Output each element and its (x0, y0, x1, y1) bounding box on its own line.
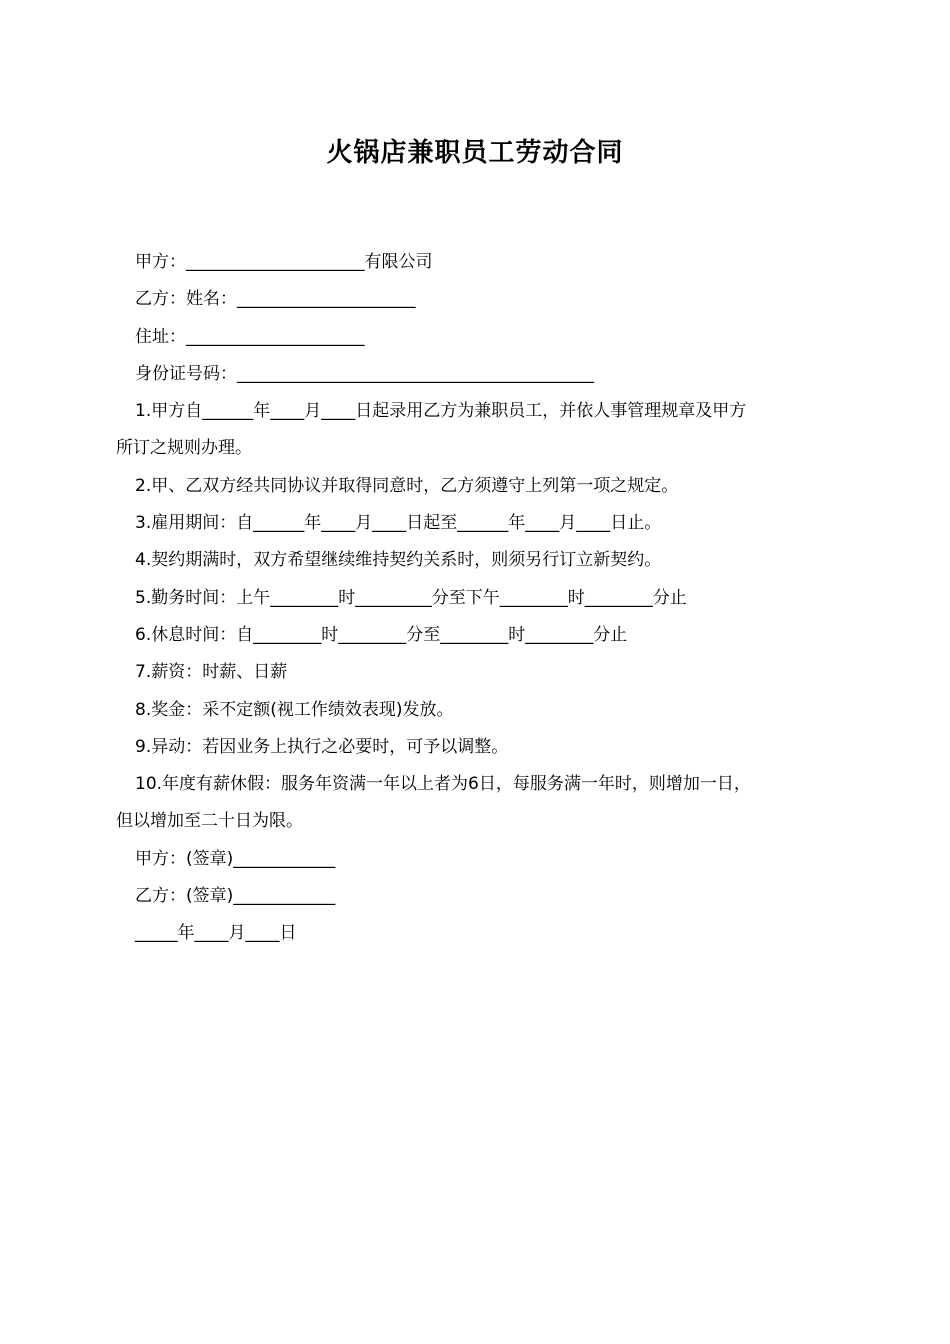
document-title: 火锅店兼职员工劳动合同 (326, 138, 624, 168)
contract-line: 乙方：姓名：_____________________ (135, 289, 416, 310)
contract-line: 甲方：_____________________有限公司 (135, 252, 433, 272)
contract-line: 1.甲方自______年____月____日起录用乙方为兼职员工，并依人事管理规章及甲方 (135, 401, 747, 422)
contract-line: 4.契约期满时，双方希望继续维持契约关系时，则须另行订立新契约。 (135, 550, 662, 571)
contract-line: _____年____月____日 (135, 923, 297, 944)
contract-line: 所订之规则办理。 (116, 438, 252, 459)
contract-line: 身份证号码：__________________________________________ (135, 363, 594, 384)
contract-line: 但以增加至二十日为限。 (116, 811, 303, 832)
contract-line: 甲方：(签章)____________ (135, 848, 336, 869)
contract-line: 乙方：(签章)____________ (135, 886, 336, 907)
contract-line: 5.勤务时间：上午________时_________分至下午________时________分止 (135, 587, 687, 608)
contract-line: 2.甲、乙双方经共同协议并取得同意时，乙方须遵守上列第一项之规定。 (135, 475, 679, 496)
contract-line: 6.休息时间：自________时________分至________时________分止 (135, 624, 628, 645)
contract-line: 10.年度有薪休假：服务年资满一年以上者为6日，每服务满一年时，则增加一日， (135, 774, 751, 795)
contract-line: 7.薪资：时薪、日薪 (135, 662, 288, 683)
contract-body (116, 244, 838, 953)
contract-line: 住址：_____________________ (135, 326, 365, 347)
contract-line: 8.奖金：采不定额(视工作绩效表现)发放。 (135, 699, 454, 720)
contract-line: 3.雇用期间：自______年____月____日起至______年____月____日止。 (135, 513, 662, 534)
contract-line: 9.异动：若因业务上执行之必要时，可予以调整。 (135, 736, 509, 757)
